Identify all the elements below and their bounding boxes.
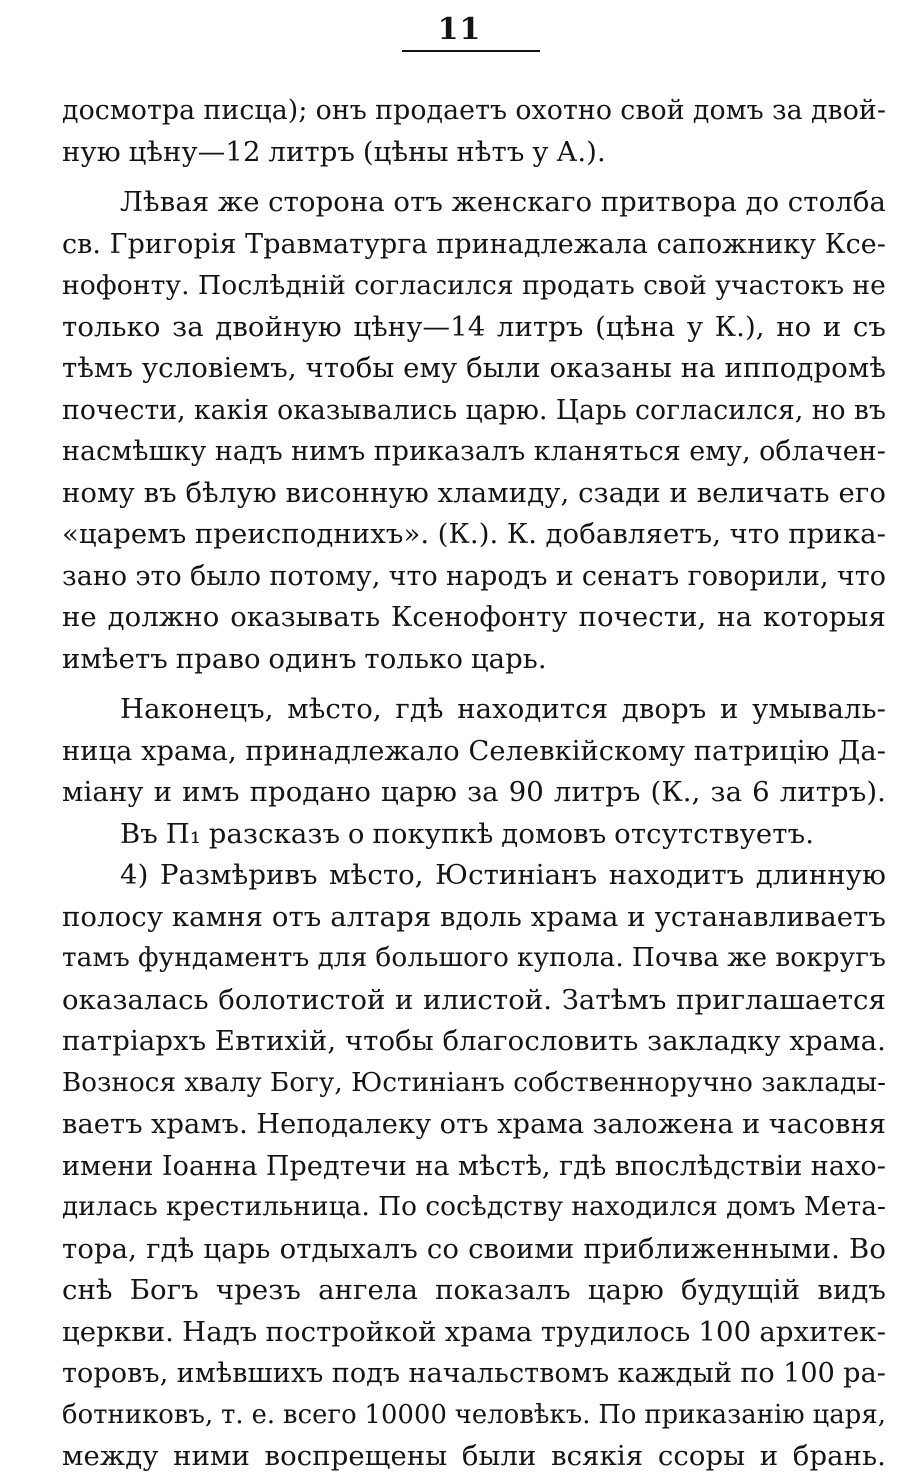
- text-line: тѣмъ условіемъ, чтобы ему были оказаны на ипподромѣ: [62, 352, 886, 384]
- text-line: досмотра писца); онъ продаетъ охотно свой домъ за двой-: [62, 95, 886, 126]
- text-line: міану и имъ продано царю за 90 литръ (К., за 6 литръ).: [62, 776, 886, 808]
- paragraph-section-4: [62, 855, 886, 1478]
- text-line: св. Григорія Травматурга принадлежала сапожнику Ксе-: [62, 228, 886, 260]
- text-line: не должно оказывать Ксенофонту почести, на которыя: [62, 601, 886, 633]
- paragraph-continuation: [62, 90, 886, 173]
- text-line: ную цѣну—12 литръ (цѣны нѣтъ у А.).: [62, 135, 606, 168]
- text-line: ному въ бѣлую висонную хламиду, сзади и величать его: [62, 476, 886, 509]
- header-rule: [402, 50, 540, 52]
- text-line: ница храма, принадлежало Селевкійскому патрицію Да-: [62, 735, 886, 767]
- text-line: имѣетъ право одинъ только царь.: [62, 642, 547, 675]
- text-line: почести, какія оказывались царю. Царь согласился, но въ: [62, 394, 886, 426]
- text-line: полосу камня отъ алтаря вдоль храма и устанавливаетъ: [62, 900, 886, 933]
- text-line: Въ П₁ разсказъ о покупкѣ домовъ отсутствуетъ.: [120, 817, 815, 850]
- text-line: оказалась болотистой и илистой. Затѣмъ приглашается: [62, 983, 886, 1016]
- text-line: снѣ Богъ чрезъ ангела показалъ царю будущій видъ: [62, 1274, 886, 1306]
- text-line: ботниковъ, т. е. всего 10000 человѣкъ. По приказанію царя,: [62, 1399, 886, 1430]
- text-line: торовъ, имѣвшихъ подъ начальствомъ каждый по 100 ра-: [62, 1358, 886, 1389]
- body-text: [62, 90, 886, 1478]
- text-line: дилась крестильница. По сосѣдству находился домъ Мета-: [62, 1192, 886, 1222]
- text-line: патріархъ Евтихій, чтобы благословить закладку храма.: [62, 1025, 886, 1057]
- text-line: «царемъ преисподнихъ». (К.). К. добавляетъ, что прика-: [62, 518, 886, 550]
- paragraph-courtyard: [62, 689, 886, 814]
- text-line: ваетъ храмъ. Неподалеку отъ храма заложена и часовня: [62, 1109, 886, 1140]
- page-number: 11: [437, 12, 482, 47]
- text-line: нофонту. Послѣдній согласился продать свой участокъ не: [62, 270, 886, 301]
- text-line: зано это было потому, что народъ и сенатъ говорили, что: [62, 560, 886, 592]
- paragraph-note: [62, 814, 886, 856]
- text-line: Наконецъ, мѣсто, гдѣ находится дворъ и умываль-: [120, 693, 886, 725]
- text-line: насмѣшку надъ нимъ приказалъ кланяться ему, облачен-: [62, 436, 886, 467]
- text-line: имени Іоанна Предтечи на мѣстѣ, гдѣ впослѣдствіи нахо-: [62, 1150, 886, 1182]
- paragraph-left-side: [62, 182, 886, 680]
- text-line: 4) Размѣривъ мѣсто, Юстиніанъ находитъ длинную: [120, 859, 886, 891]
- text-line: между ними воспрещены были всякія ссоры и брань.: [62, 1440, 886, 1472]
- text-line: Вознося хвалу Богу, Юстиніанъ собственноручно заклады-: [62, 1067, 886, 1098]
- text-line: тамъ фундаментъ для большого купола. Почва же вокругъ: [62, 943, 886, 973]
- text-line: Лѣвая же сторона отъ женскаго притвора до столба: [120, 186, 886, 218]
- text-line: церкви. Надъ постройкой храма трудилось 100 архитек-: [62, 1315, 886, 1348]
- text-line: только за двойную цѣну—14 литръ (цѣна у К.), но и съ: [62, 310, 886, 343]
- text-line: тора, гдѣ царь отдыхалъ со своими приближенными. Во: [62, 1232, 886, 1265]
